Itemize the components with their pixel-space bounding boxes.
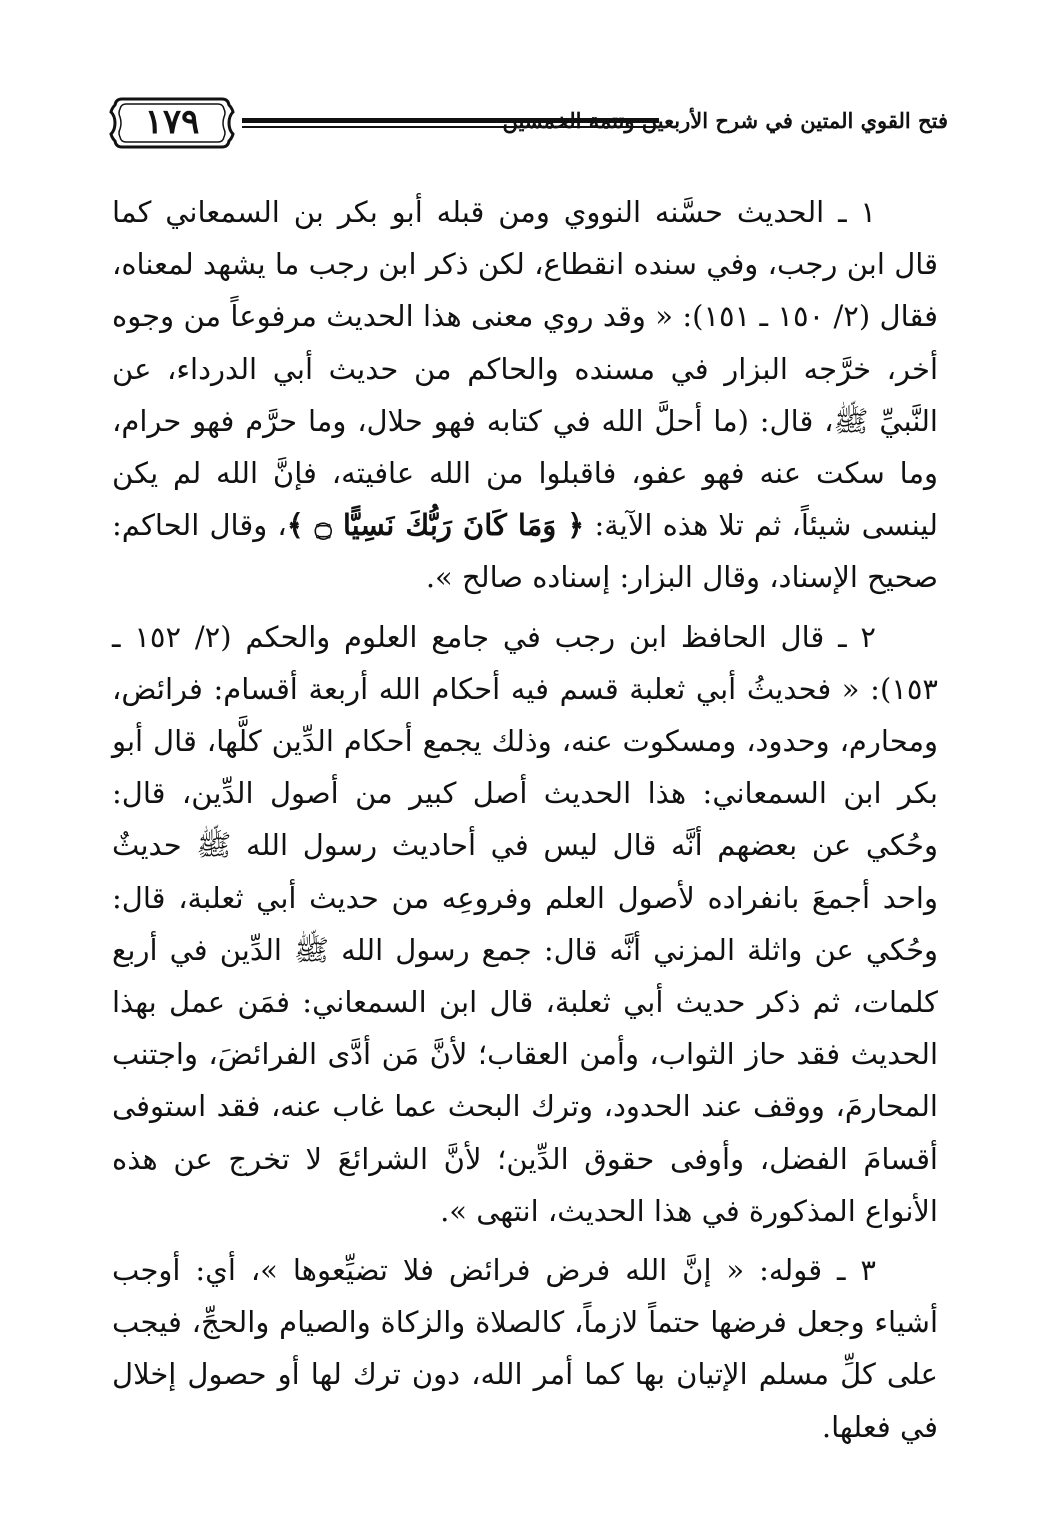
page-header	[108, 96, 948, 152]
page-number: ١٧٩	[144, 102, 200, 142]
note-1-text: ١ ـ الحديث حسَّنه النووي ومن قبله أبو بكر بن السمعاني كما قال ابن رجب، وفي سنده انقطاع، لكن ذكر ابن رجب ما يشهد لمعناه، فقال (٢/ ١٥٠ ـ ١٥١): « وقد روي معنى هذا الحديث مرفوعاً من وجوه أخر، خرَّجه البزار في مسنده والحاكم من حديث أبي الدرداء، عن النَّبيِّ ﷺ، قال: (ما أحلَّ الله في كتابه فهو حلال، وما حرَّم فهو حرام، وما سكت عنه فهو عفو، فاقبلوا من الله عافيته، فإنَّ الله لم يكن لينسى شيئاً، ثم تلا هذه الآية:	[112, 195, 938, 543]
quran-verse: ﴿ وَمَا كَانَ رَبُّكَ نَسِيًّا ۝ ﴾	[286, 508, 585, 543]
note-3: ٣ ـ قوله: « إنَّ الله فرض فرائض فلا تضيِّعوها »، أي: أوجب أشياء وجعل فرضها حتماً لازماً، كالصلاة والزكاة والصيام والحجِّ، فيجب على كلِّ مسلم الإتيان بها كما أمر الله، دون ترك لها أو حصول إخلال في فعلها.	[112, 1253, 938, 1444]
note-2: ٢ ـ قال الحافظ ابن رجب في جامع العلوم والحكم (٢/ ١٥٢ ـ ١٥٣): « فحديثُ أبي ثعلبة قسم فيه أحكام الله أربعة أقسام: فرائض، ومحارم، وحدود، ومسكوت عنه، وذلك يجمع أحكام الدِّين كلَّها، قال أبو بكر ابن السمعاني: هذا الحديث أصل كبير من أصول الدِّين، قال: وحُكي عن بعضهم أنَّه قال ليس في أحاديث رسول الله ﷺ حديثٌ واحد أجمعَ بانفراده لأصول العلم وفروعِه من حديث أبي ثعلبة، قال: وحُكي عن واثلة المزني أنَّه قال: جمع رسول الله ﷺ الدِّين في أربع كلمات، ثم ذكر حديث أبي ثعلبة، قال ابن السمعاني: فمَن عمل بهذا الحديث فقد حاز الثواب، وأمن العقاب؛ لأنَّ مَن أدَّى الفرائضَ، واجتنب المحارمَ، ووقف عند الحدود، وترك البحث عما غاب عنه، فقد استوفى أقسامَ الفضل، وأوفى حقوق الدِّين؛ لأنَّ الشرائعَ لا تخرج عن هذه الأنواع المذكورة في هذا الحديث، انتهى ».	[112, 619, 938, 1228]
note-1	[112, 186, 938, 604]
page-number-frame	[108, 96, 236, 150]
note-1-ending: ، وقال الحاكم: صحيح الإسناد، وقال البزار: إسناده صالح ».	[112, 508, 938, 595]
book-title: فتح القوي المتين في شرح الأربعين وتتمة الخمسين	[502, 108, 948, 133]
page-content	[112, 186, 938, 1453]
